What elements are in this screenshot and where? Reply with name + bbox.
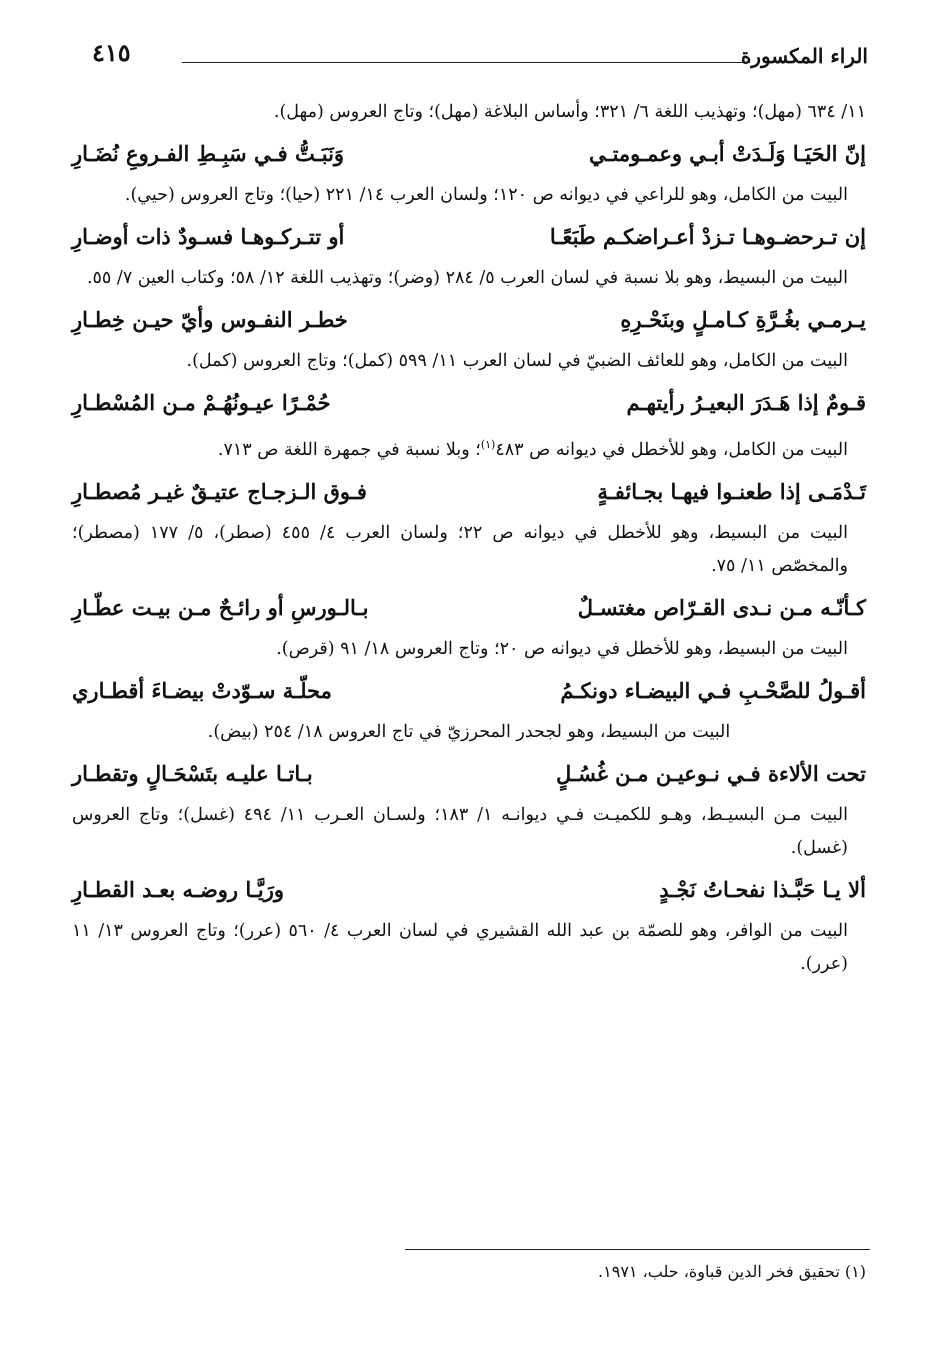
footnote-rule — [405, 1249, 870, 1250]
note-5: البيت من البسيط، وهو للأخطل في ديوانه ص ٢٢؛ ولسان العرب ٤/ ٤٥٥ (صطر)، ٥/ ١٧٧ (مصطر)؛ والمخصّص ١١/ ٧٥. — [72, 522, 848, 576]
verse-4 — [72, 378, 866, 428]
note-4-text-after: ؛ وبلا نسبة في جمهرة اللغة ص ٧١٣. — [217, 439, 481, 460]
hemistich-second: محلّـة سـوّدتْ بيضـاءَ أقطـاري — [72, 677, 332, 703]
footnote: (١) تحقيق فخر الدين قباوة، حلب، ١٩٧١. — [598, 1262, 866, 1281]
verse-7 — [72, 666, 866, 716]
hemistich-second: وَنَبَـتُّ فـي سَبِـطِ الفـروعِ نُضَـارِ — [72, 141, 345, 166]
hemistich-second: ورَيَّـا روضـه بعـد القطـارِ — [72, 876, 285, 902]
note-1: البيت من الكامل، وهو للراعي في ديوانه ص ١٢٠؛ ولسان العرب ١٤/ ٢٢١ (حيا)؛ وتاج العروس (حيي). — [124, 185, 848, 205]
hemistich-first: يـرمـي بغُـرَّةِ كـامـلٍ وبنَحْـرِهِ — [620, 307, 866, 332]
verse-2 — [72, 212, 866, 262]
verse-3 — [72, 295, 866, 345]
note-9: البيت من الوافر، وهو للصمّة بن عبد الله القشيري في لسان العرب ٤/ ٥٦٠ (عرر)؛ وتاج العروس ١٣/ ١١ (عرر). — [72, 920, 848, 974]
hemistich-first: كـأنّـه مـن نـدى القـرّاص مغتسـلٌ — [577, 594, 866, 620]
note-2: البيت من البسيط، وهو بلا نسبة في لسان العرب ٥/ ٢٨٤ (وضر)؛ وتهذيب اللغة ١٢/ ٥٨؛ وكتاب العين ٧/ ٥٥. — [86, 268, 848, 288]
page-body — [72, 96, 866, 981]
hemistich-second: فـوق الـزجـاج عتيـقٌ غيـر مُصطـارِ — [72, 478, 367, 504]
hemistich-second: خطـر النفـوس وأيّ حيـن خِطـارِ — [72, 307, 348, 332]
hemistich-first: أقـولُ للصَّحْـبِ فـي البيضـاء دونكـمُ — [560, 677, 866, 703]
verse-1 — [72, 129, 866, 179]
header-rule — [182, 62, 750, 63]
hemistich-first: تَـدْمَـى إذا طعنـوا فيهـا بجـائفـةٍ — [597, 478, 866, 504]
note-7: البيت من البسيط، وهو لجحدر المحرزيّ في تاج العروس ١٨/ ٢٥٤ (بيض). — [207, 721, 731, 742]
verse-9 — [72, 865, 866, 915]
hemistich-second: أو تتـركـوهـا فسـودٌ ذات أوضـارِ — [72, 224, 345, 249]
hemistich-first: قـومٌ إذا هَـدَرَ البعيـرُ رأيتهـم — [626, 390, 866, 415]
hemistich-second: بـالـورسِ أو رائـحٌ مـن بيـت عطّـارِ — [72, 594, 369, 620]
hemistich-first: ألا يـا حَبَّـذا نفحـاتُ نَجْـدٍ — [659, 876, 866, 902]
verse-5 — [72, 467, 866, 517]
hemistich-first: إن تـرحضـوهـا تـزدْ أعـراضكـم طَبَعًـا — [549, 224, 866, 249]
note-4-text: البيت من الكامل، وهو للأخطل في ديوانه ص ٤٨٣ — [495, 439, 848, 460]
hemistich-second: حُمْـرًا عيـونُهُـمْ مـن المُسْطـارِ — [72, 390, 331, 415]
page-number: ٤١٥ — [92, 38, 131, 67]
hemistich-first: إنّ الحَيَـا وَلَـدَتْ أبـي وعمـومتـي — [588, 141, 866, 166]
note-8: البيت مـن البسيـط، وهـو للكميـت فـي ديوانـه ١/ ١٨٣؛ ولسـان العـرب ١١/ ٤٩٤ (غسل)؛ وتاج العروس (غسل). — [72, 804, 848, 858]
hemistich-second: بـاتـا عليـه بتَسْحَـالٍ وتقطـار — [72, 760, 313, 786]
note-6: البيت من البسيط، وهو للأخطل في ديوانه ص ٢٠؛ وتاج العروس ١٨/ ٩١ (قرص). — [276, 638, 848, 659]
note-4 — [72, 428, 866, 467]
hemistich-first: تحت الألاءة فـي نـوعيـن مـن غُسُـلٍ — [556, 760, 866, 786]
note-0: ١١/ ٦٣٤ (مهل)؛ وتهذيب اللغة ٦/ ٣٢١؛ وأساس البلاغة (مهل)؛ وتاج العروس (مهل). — [273, 102, 866, 122]
verse-8 — [72, 749, 866, 799]
note-3: البيت من الكامل، وهو للعائف الضبيّ في لسان العرب ١١/ ٥٩٩ (كمل)؛ وتاج العروس (كمل). — [186, 351, 848, 371]
footnote-marker[interactable]: (١) — [480, 438, 496, 451]
chapter-title: الراء المكسورة — [740, 44, 868, 68]
verse-6 — [72, 583, 866, 633]
page-header — [92, 38, 868, 78]
